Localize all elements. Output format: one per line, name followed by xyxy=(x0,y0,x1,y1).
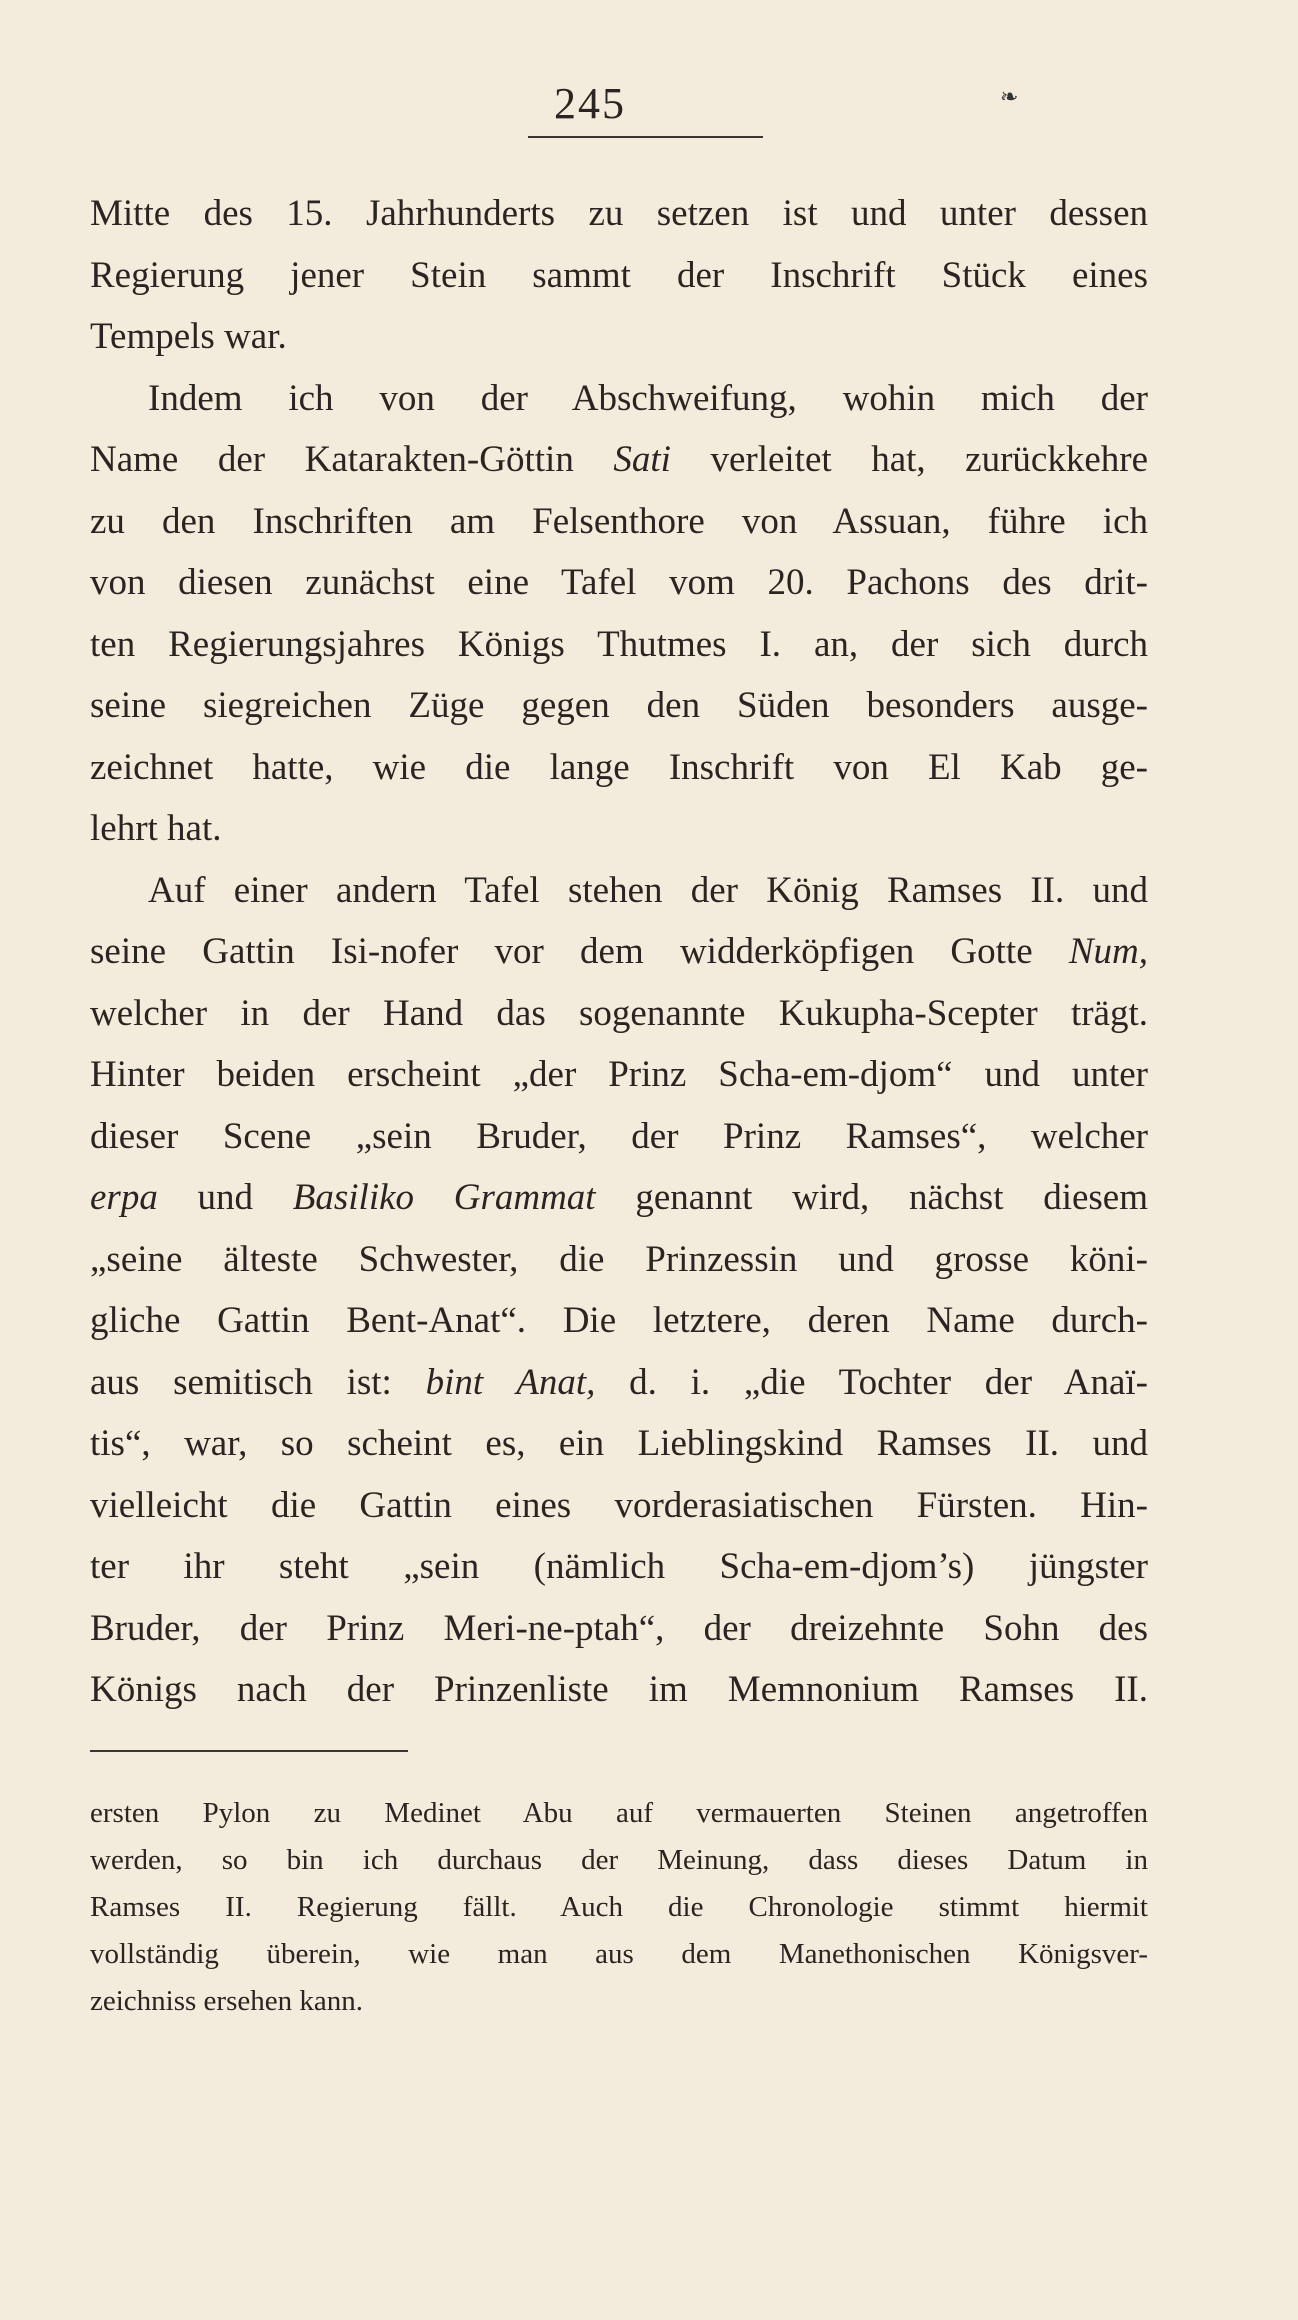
text-line: ter ihr steht „sein (nämlich Scha-em-djom’s) jüngster xyxy=(90,1546,1148,1587)
footnote xyxy=(90,1790,1148,2025)
text-line: tis“, war, so scheint es, ein Lieblingskind Ramses II. und xyxy=(90,1423,1148,1464)
text-line: welcher in der Hand das sogenannte Kukupha-Scepter trägt. xyxy=(90,992,1148,1034)
deity-name-sati: Sati xyxy=(613,439,671,480)
text-line: ten Regierungsjahres Königs Thutmes I. an, der sich durch xyxy=(90,623,1148,665)
text-segment: aus semitisch ist: xyxy=(90,1361,392,1403)
text-line: Indem ich von der Abschweifung, wohin mich der xyxy=(148,377,1148,419)
text-line xyxy=(90,1167,1148,1229)
text-segment: seine Gattin Isi-nofer vor dem widderköpfigen Gotte xyxy=(90,931,1033,972)
footnote-line: zeichniss ersehen kann. xyxy=(90,1985,363,2017)
text-line: seine siegreichen Züge gegen den Süden besonders ausge- xyxy=(90,685,1148,726)
text-line xyxy=(90,1352,1148,1414)
footnote-line: ersten Pylon zu Medinet Abu auf vermauerten Steinen angetroffen xyxy=(90,1797,1148,1829)
page-header xyxy=(0,70,1298,140)
text-line: von diesen zunächst eine Tafel vom 20. Pachons des drit- xyxy=(90,562,1148,603)
footnote-line: vollständig überein, wie man aus dem Manethonischen Königsver- xyxy=(90,1938,1148,1970)
text-segment: und xyxy=(197,1177,254,1218)
text-line: lehrt hat. xyxy=(90,808,222,849)
text-line: Tempels war. xyxy=(90,316,287,357)
title-basiliko-grammat: Basiliko Grammat xyxy=(292,1177,596,1218)
header-rule xyxy=(528,136,763,138)
footnote-line: Ramses II. Regierung fällt. Auch die Chronologie stimmt hiermit xyxy=(90,1891,1148,1923)
text-line: „seine älteste Schwester, die Prinzessin und grosse köni- xyxy=(90,1238,1148,1280)
text-line: Bruder, der Prinz Meri-ne-ptah“, der dreizehnte Sohn des xyxy=(90,1607,1148,1649)
text-segment: d. i. „die Tochter der Anaï- xyxy=(629,1361,1148,1403)
text-line xyxy=(90,921,1148,983)
text-line: Mitte des 15. Jahrhunderts zu setzen ist und unter dessen xyxy=(90,193,1148,234)
printer-ornament-icon: ❧ xyxy=(1000,84,1019,109)
page-number: 245 xyxy=(554,79,626,128)
deity-name-num: Num, xyxy=(1068,931,1149,972)
text-line: zeichnet hatte, wie die lange Inschrift von El Kab ge- xyxy=(90,746,1148,788)
text-segment: verleitet hat, zurückkehre xyxy=(710,439,1149,480)
text-line: Regierung jener Stein sammt der Inschrift Stück eines xyxy=(90,254,1148,296)
phrase-bint-anat: bint Anat, xyxy=(425,1361,596,1403)
title-erpa: erpa xyxy=(90,1177,158,1218)
main-text xyxy=(90,183,1148,1721)
text-line: gliche Gattin Bent-Anat“. Die letztere, deren Name durch- xyxy=(90,1300,1148,1341)
text-line: Königs nach der Prinzenliste im Memnonium Ramses II. xyxy=(90,1669,1148,1710)
footnote-line: werden, so bin ich durchaus der Meinung, dass dieses Datum in xyxy=(90,1844,1148,1876)
text-line: dieser Scene „sein Bruder, der Prinz Ramses“, welcher xyxy=(90,1115,1148,1157)
text-segment: Name der Katarakten-Göttin xyxy=(90,439,574,480)
text-line xyxy=(90,429,1148,491)
text-line: zu den Inschriften am Felsenthore von Assuan, führe ich xyxy=(90,500,1148,542)
text-line: Auf einer andern Tafel stehen der König Ramses II. und xyxy=(148,869,1148,911)
text-segment: genannt wird, nächst diesem xyxy=(635,1177,1148,1218)
footnote-rule xyxy=(90,1750,408,1752)
text-line: vielleicht die Gattin eines vorderasiatischen Fürsten. Hin- xyxy=(90,1484,1148,1526)
text-line: Hinter beiden erscheint „der Prinz Scha-em-djom“ und unter xyxy=(90,1054,1148,1095)
